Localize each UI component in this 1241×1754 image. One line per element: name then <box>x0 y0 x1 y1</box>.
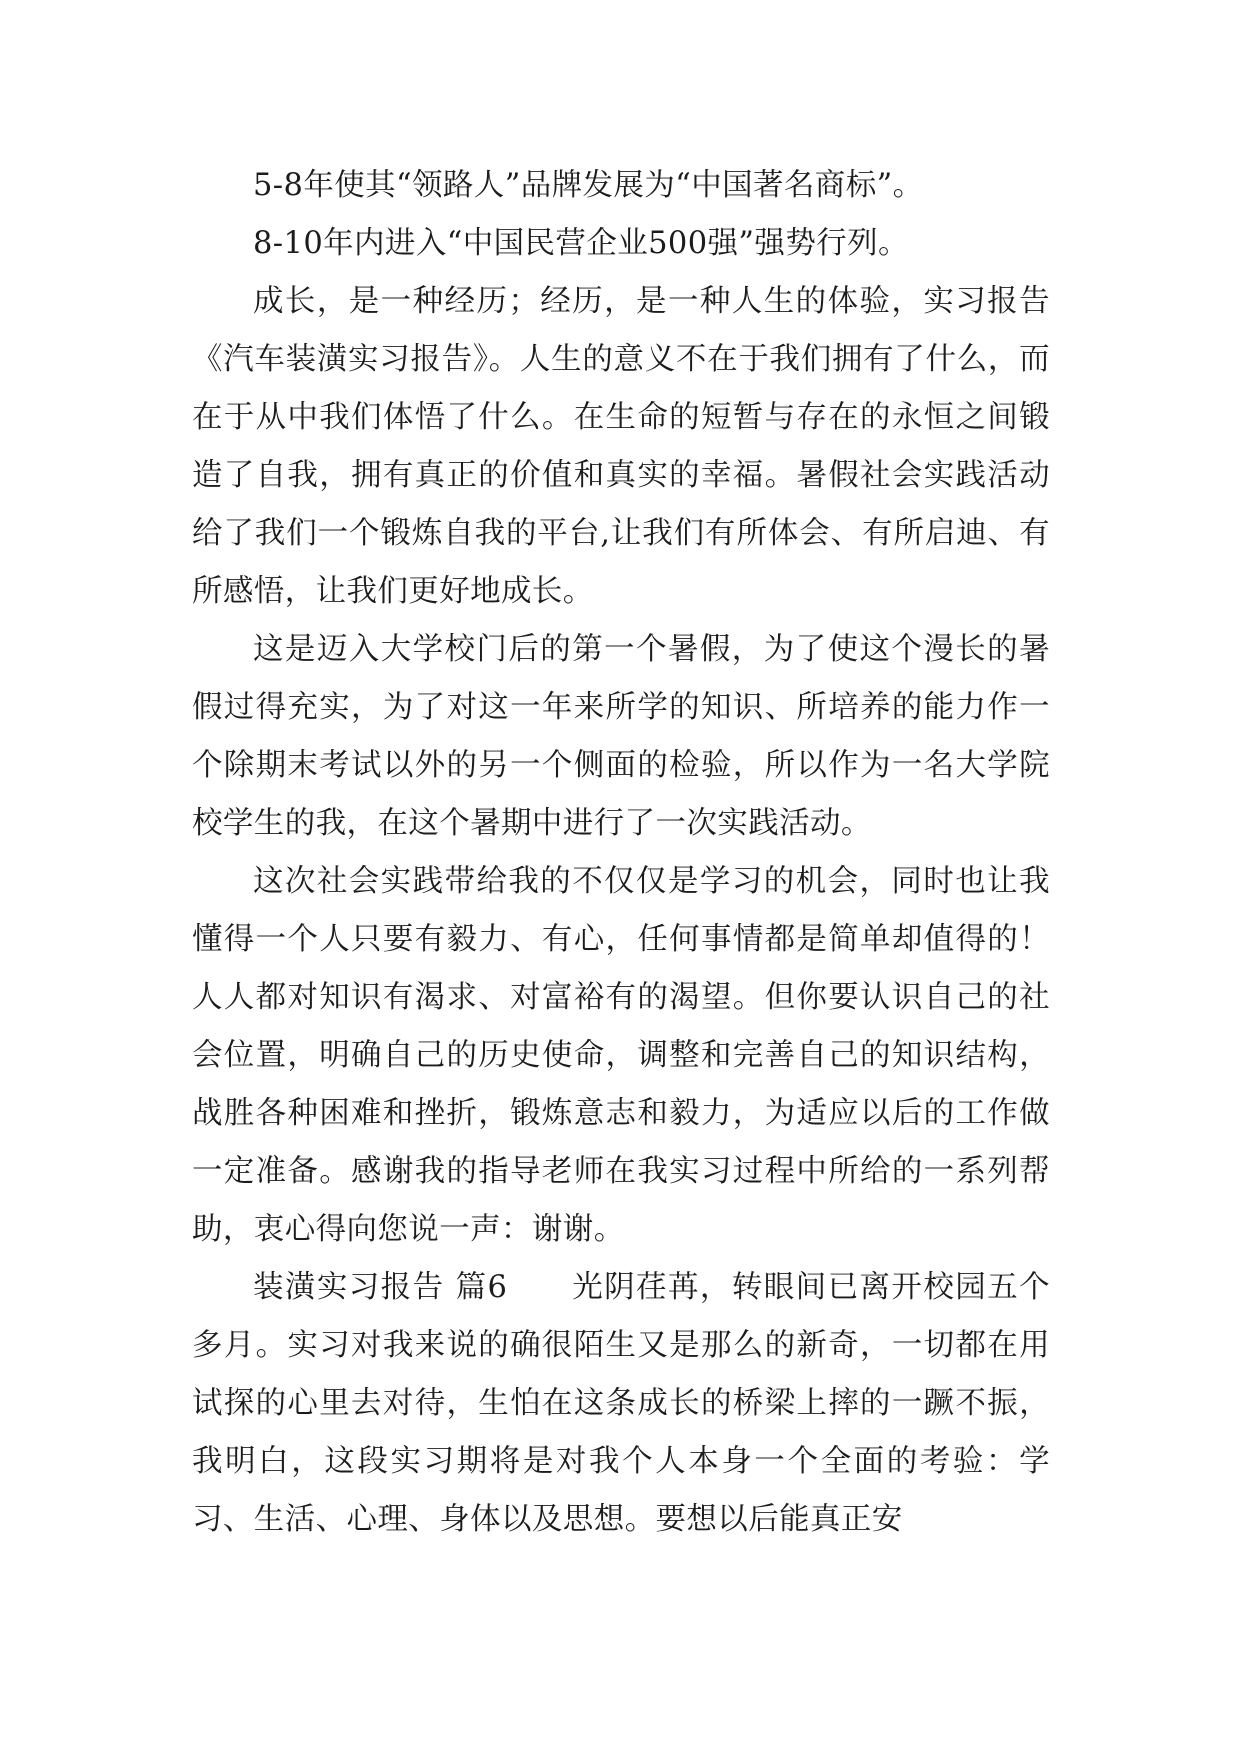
paragraph-goal-2: 8-10年内进入“中国民营企业500强”强势行列。 <box>253 226 909 261</box>
paragraph-summer-vacation: 这是迈入大学校门后的第一个暑假，为了使这个漫长的暑假过得充实，为了对这一年来所学的知识、所培养的能力作一个除期末考试以外的另一个侧面的检验，所以作为一名大学院校学生的我，在这个暑期中进行了一次实践活动。 <box>192 632 1050 841</box>
paragraph-goal-1: 5-8年使其“领路人”品牌发展为“中国著名商标”。 <box>253 168 924 203</box>
paragraph-report-6: 装潢实习报告 篇6 光阴荏苒，转眼间已离开校园五个多月。实习对我来说的确很陌生又是那么的新奇，一切都在用试探的心里去对待，生怕在这条成长的桥梁上摔的一蹶不振，我明白，这段实习期将是对我个人本身一个全面的考验：学习、生活、心理、身体以及思想。要想以后能真正安 <box>192 1270 1050 1537</box>
document-body <box>192 157 1050 1549</box>
paragraph-social-practice: 这次社会实践带给我的不仅仅是学习的机会，同时也让我懂得一个人只要有毅力、有心，任何事情都是简单却值得的！人人都对知识有渴求、对富裕有的渴望。但你要认识自己的社会位置，明确自己的历史使命，调整和完善自己的知识结构，战胜各种困难和挫折，锻炼意志和毅力，为适应以后的工作做一定准备。感谢我的指导老师在我实习过程中所给的一系列帮助，衷心得向您说一声：谢谢。 <box>192 864 1050 1247</box>
paragraph-growth: 成长，是一种经历；经历，是一种人生的体验，实习报告《汽车装潢实习报告》。人生的意义不在于我们拥有了什么，而在于从中我们体悟了什么。在生命的短暂与存在的永恒之间锻造了自我，拥有真正的价值和真实的幸福。暑假社会实践活动给了我们一个锻炼自我的平台,让我们有所体会、有所启迪、有所感悟，让我们更好地成长。 <box>192 284 1050 609</box>
